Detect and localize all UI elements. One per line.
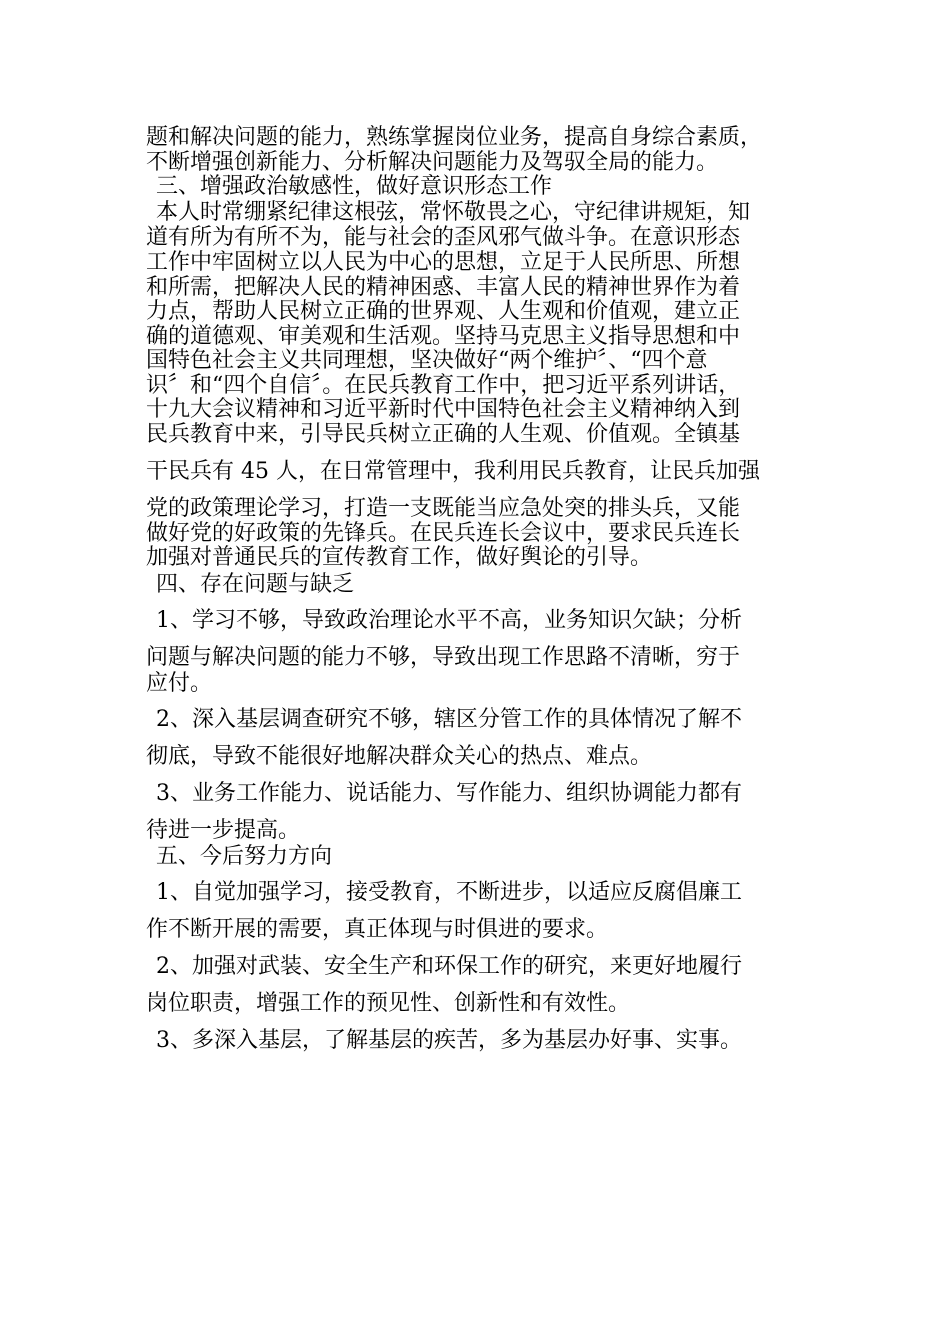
section-heading: 五、今后努力方向 [156,844,333,869]
text-line: 岗位职责，增强工作的预见性、创新性和有效性。 [146,991,631,1016]
section-heading: 三、增强政治敏感性，做好意识形态工作 [156,174,553,199]
list-item: 1、学习不够，导致政治理论水平不高，业务知识欠缺；分析 [156,608,742,633]
section-heading: 四、存在问题与缺乏 [156,572,355,597]
text-line: 题和解决问题的能力，熟练掌握岗位业务，提高自身综合素质， [146,125,763,150]
text-line: 干民兵有 45 人，在日常管理中，我利用民兵教育，让民兵加强 [146,459,760,484]
text-line: 彻底，导致不能很好地解决群众关心的热点、难点。 [146,744,653,769]
text-line: 待进一步提高。 [146,818,301,843]
text-line: 识〞和“四个自信〞。在民兵教育工作中，把习近平系列讲话， [146,373,741,398]
text-line: 做好党的好政策的先锋兵。在民兵连长会议中，要求民兵连长 [146,521,741,546]
list-item: 2、加强对武装、安全生产和环保工作的研究，来更好地履行 [156,954,742,979]
text-line: 作不断开展的需要，真正体现与时俱进的要求。 [146,917,609,942]
text-line: 十九大会议精神和习近平新时代中国特色社会主义精神纳入到 [146,397,741,422]
list-item: 3、业务工作能力、说话能力、写作能力、组织协调能力都有 [156,781,742,806]
text-line: 国特色社会主义共同理想，坚决做好“两个维护〞、“四个意 [146,348,708,373]
text-line: 确的道德观、审美观和生活观。坚持马克思主义指导思想和中 [146,324,741,349]
text-line: 本人时常绷紧纪律这根弦，常怀敬畏之心，守纪律讲规矩，知 [156,200,751,225]
text-line: 加强对普通民兵的宣传教育工作，做好舆论的引导。 [146,545,653,570]
list-item: 1、自觉加强学习，接受教育，不断进步，以适应反腐倡廉工 [156,880,742,905]
list-item: 2、深入基层调查研究不够，辖区分管工作的具体情况了解不 [156,707,742,732]
text-line: 问题与解决问题的能力不够，导致出现工作思路不清晰，穷于 [146,645,741,670]
text-line: 工作中牢固树立以人民为中心的思想，立足于人民所思、所想 [146,250,741,275]
text-line: 不断增强创新能力、分析解决问题能力及驾驭全局的能力。 [146,150,719,175]
text-line: 力点，帮助人民树立正确的世界观、人生观和价值观，建立正 [146,299,741,324]
text-line: 和所需，把解决人民的精神困惑、丰富人民的精神世界作为着 [146,275,741,300]
text-line: 民兵教育中来，引导民兵树立正确的人生观、价值观。全镇基 [146,422,741,447]
text-line: 党的政策理论学习，打造一支既能当应急处突的排头兵，又能 [146,496,741,521]
text-line: 道有所为有所不为，能与社会的歪风邪气做斗争。在意识形态 [146,225,741,250]
list-item: 3、多深入基层，了解基层的疾苦，多为基层办好事、实事。 [156,1028,742,1053]
text-line: 应付。 [146,671,213,696]
